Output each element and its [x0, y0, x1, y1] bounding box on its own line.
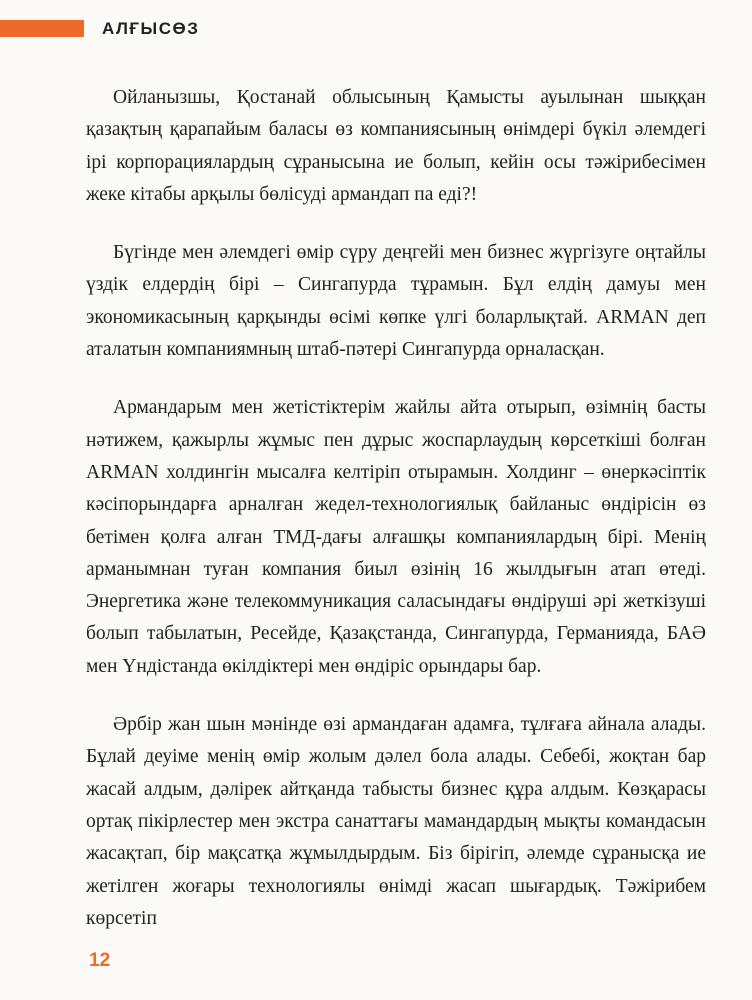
paragraph-3: Армандарым мен жетістіктерім жайлы айта отырып, өзімнің басты нәтижем, қажырлы жұмыс пен дұрыс жоспарлаудың көрсеткіші болған ARMAN холдингін мысалға келтіріп отырамын. Холдинг – өнеркәсіптік кәсіпорындарға арналған жедел-технологиялық байланыс өндірісін өз бетімен қолға алған ТМД-дағы алғашқы компаниялардың бірі. Менің арманымнан туған компания биыл өзінің 16 жылдығын атап өтеді. Энергетика және телекоммуникация саласындағы өндіруші әрі жеткізуші болып табылатын, Ресейде, Қазақстанда, Сингапурда, Германияда, БАӘ мен Үндістанда өкілдіктері мен өндіріс орындары бар. — [86, 397, 706, 677]
section-title: АЛҒЫСӨЗ — [102, 19, 200, 38]
paragraph-4: Әрбір жан шын мәнінде өзі армандаған адамға, тұлғаға айнала алады. Бұлай деуіме менің өмір жолым дәлел бола алады. Себебі, жоқтан бар жасай алдым, дәлірек айтқанда табысты бизнес құра алдым. Көзқарасы ортақ пікірлестер мен экстра санаттағы мамандардың мықты командасын жасақтап, бір мақсатқа жұмылдырдым. Біз бірігіп, әлемде сұранысқа ие жетілген жоғары технологиялы өнімді жасап шығардық. Тәжірибем көрсетіп — [86, 714, 706, 929]
page-body — [86, 82, 706, 961]
paragraph-2: Бүгінде мен әлемдегі өмір сүру деңгейі мен бизнес жүргізуге оңтайлы үздік елдердің бірі – Сингапурда тұрамын. Бұл елдің дамуы мен экономикасының қарқынды өсімі көпке үлгі боларлықтай. ARMAN деп аталатын компаниямның штаб-пәтері Сингапурда орналасқан. — [86, 242, 706, 361]
page-number: 12 — [89, 950, 111, 971]
paragraph-1: Ойланызшы, Қостанай облысының Қамысты ауылынан шыққан қазақтың қарапайым баласы өз компаниясының өнімдері бүкіл әлемдегі ірі корпорациялардың сұранысына ие болып, кейін осы тәжірибесімен жеке кітабы арқылы бөлісуді армандап па еді?! — [86, 87, 706, 205]
header-accent-bar — [0, 20, 84, 37]
